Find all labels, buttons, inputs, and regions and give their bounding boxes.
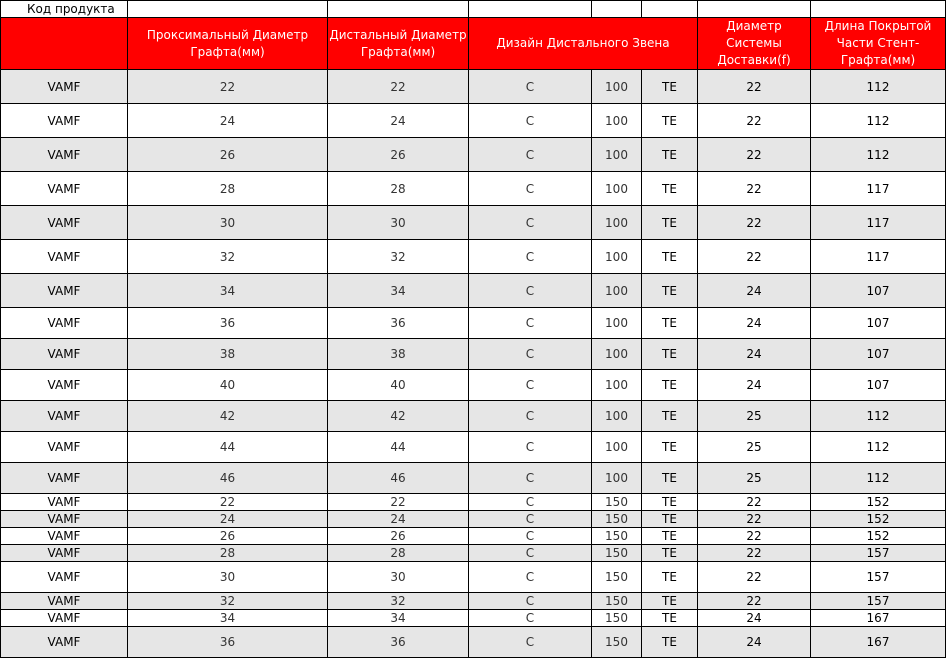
cell-dist[interactable]: 32: [328, 593, 469, 610]
cell-cover[interactable]: 117: [811, 206, 946, 240]
cell-type[interactable]: TE: [642, 511, 698, 528]
cell-type[interactable]: TE: [642, 206, 698, 240]
cell-design[interactable]: C: [469, 172, 592, 206]
table-row: [1, 274, 946, 308]
cell-cover[interactable]: 167: [811, 610, 946, 627]
cell-design[interactable]: C: [469, 463, 592, 494]
cell-dist[interactable]: 34: [328, 610, 469, 627]
cell-dist[interactable]: 22: [328, 70, 469, 104]
cell-code[interactable]: VAMF: [1, 401, 128, 432]
cell-type[interactable]: TE: [642, 463, 698, 494]
empty-cell[interactable]: [811, 1, 946, 18]
cell-len[interactable]: 100: [592, 432, 642, 463]
table-row: [1, 528, 946, 545]
cell-prox[interactable]: 24: [128, 104, 328, 138]
cell-type[interactable]: TE: [642, 308, 698, 339]
cell-type[interactable]: TE: [642, 339, 698, 370]
cell-design[interactable]: C: [469, 70, 592, 104]
cell-design[interactable]: C: [469, 240, 592, 274]
cell-code[interactable]: VAMF: [1, 593, 128, 610]
cell-design[interactable]: C: [469, 401, 592, 432]
cell-dist[interactable]: 30: [328, 562, 469, 593]
cell-design[interactable]: C: [469, 528, 592, 545]
cell-type[interactable]: TE: [642, 401, 698, 432]
table-row: [1, 562, 946, 593]
cell-cover[interactable]: 107: [811, 274, 946, 308]
cell-deliv[interactable]: 24: [698, 610, 811, 627]
table-row: [1, 70, 946, 104]
cell-type[interactable]: TE: [642, 593, 698, 610]
header-row: [1, 18, 946, 70]
cell-code[interactable]: VAMF: [1, 370, 128, 401]
cell-deliv[interactable]: 24: [698, 339, 811, 370]
cell-dist[interactable]: 36: [328, 627, 469, 658]
cell-code[interactable]: VAMF: [1, 172, 128, 206]
cell-design[interactable]: C: [469, 206, 592, 240]
cell-dist[interactable]: 24: [328, 104, 469, 138]
cell-len[interactable]: 150: [592, 627, 642, 658]
cell-deliv[interactable]: 25: [698, 432, 811, 463]
cell-deliv[interactable]: 22: [698, 240, 811, 274]
cell-len[interactable]: 100: [592, 70, 642, 104]
cell-type[interactable]: TE: [642, 138, 698, 172]
cell-deliv[interactable]: 24: [698, 308, 811, 339]
cell-dist[interactable]: 22: [328, 494, 469, 511]
cell-code[interactable]: VAMF: [1, 138, 128, 172]
cell-cover[interactable]: 157: [811, 562, 946, 593]
cell-len[interactable]: 150: [592, 511, 642, 528]
cell-prox[interactable]: 28: [128, 545, 328, 562]
cell-cover[interactable]: 112: [811, 432, 946, 463]
cell-design[interactable]: C: [469, 545, 592, 562]
cell-code[interactable]: VAMF: [1, 274, 128, 308]
cell-cover[interactable]: 107: [811, 308, 946, 339]
cell-len[interactable]: 150: [592, 528, 642, 545]
cell-dist[interactable]: 28: [328, 545, 469, 562]
cell-code[interactable]: VAMF: [1, 432, 128, 463]
cell-cover[interactable]: 152: [811, 511, 946, 528]
table-row: [1, 627, 946, 658]
header-distal-diameter[interactable]: Дистальный Диаметр Графта(мм): [328, 18, 469, 70]
cell-dist[interactable]: 32: [328, 240, 469, 274]
table-row: [1, 463, 946, 494]
cell-prox[interactable]: 30: [128, 206, 328, 240]
table-row: [1, 610, 946, 627]
cell-design[interactable]: C: [469, 610, 592, 627]
cell-prox[interactable]: 44: [128, 432, 328, 463]
table-row: [1, 104, 946, 138]
cell-cover[interactable]: 112: [811, 70, 946, 104]
cell-cover[interactable]: 167: [811, 627, 946, 658]
cell-len[interactable]: 100: [592, 463, 642, 494]
cell-code[interactable]: VAMF: [1, 463, 128, 494]
cell-code[interactable]: VAMF: [1, 528, 128, 545]
empty-cell[interactable]: [642, 1, 698, 18]
cell-deliv[interactable]: 22: [698, 593, 811, 610]
cell-prox[interactable]: 40: [128, 370, 328, 401]
cell-type[interactable]: TE: [642, 172, 698, 206]
cell-deliv[interactable]: 22: [698, 172, 811, 206]
cell-design[interactable]: C: [469, 370, 592, 401]
cell-design[interactable]: C: [469, 138, 592, 172]
cell-cover[interactable]: 117: [811, 172, 946, 206]
cell-design[interactable]: C: [469, 432, 592, 463]
cell-prox[interactable]: 32: [128, 593, 328, 610]
cell-len[interactable]: 150: [592, 494, 642, 511]
cell-deliv[interactable]: 24: [698, 370, 811, 401]
cell-code[interactable]: VAMF: [1, 240, 128, 274]
cell-design[interactable]: C: [469, 274, 592, 308]
cell-type[interactable]: TE: [642, 240, 698, 274]
cell-code[interactable]: VAMF: [1, 610, 128, 627]
cell-prox[interactable]: 36: [128, 627, 328, 658]
cell-type[interactable]: TE: [642, 610, 698, 627]
cell-len[interactable]: 100: [592, 172, 642, 206]
table-row: [1, 308, 946, 339]
cell-deliv[interactable]: 22: [698, 562, 811, 593]
cell-len[interactable]: 100: [592, 104, 642, 138]
cell-dist[interactable]: 34: [328, 274, 469, 308]
cell-prox[interactable]: 26: [128, 528, 328, 545]
cell-len[interactable]: 150: [592, 610, 642, 627]
empty-cell[interactable]: [469, 1, 592, 18]
cell-design[interactable]: C: [469, 627, 592, 658]
cell-design[interactable]: C: [469, 339, 592, 370]
cell-cover[interactable]: 157: [811, 593, 946, 610]
cell-deliv[interactable]: 22: [698, 511, 811, 528]
cell-len[interactable]: 100: [592, 370, 642, 401]
cell-cover[interactable]: 112: [811, 138, 946, 172]
cell-dist[interactable]: 36: [328, 308, 469, 339]
cell-cover[interactable]: 152: [811, 494, 946, 511]
cell-cover[interactable]: 112: [811, 401, 946, 432]
cell-dist[interactable]: 42: [328, 401, 469, 432]
cell-code[interactable]: VAMF: [1, 545, 128, 562]
cell-deliv[interactable]: 22: [698, 528, 811, 545]
cell-code[interactable]: VAMF: [1, 494, 128, 511]
cell-prox[interactable]: 42: [128, 401, 328, 432]
cell-type[interactable]: TE: [642, 432, 698, 463]
cell-prox[interactable]: 34: [128, 610, 328, 627]
cell-dist[interactable]: 26: [328, 138, 469, 172]
cell-type[interactable]: TE: [642, 545, 698, 562]
header-coverage-length[interactable]: Длина Покрытой Части Стент-Графта(мм): [811, 18, 946, 70]
cell-len[interactable]: 100: [592, 401, 642, 432]
cell-len[interactable]: 100: [592, 308, 642, 339]
cell-dist[interactable]: 24: [328, 511, 469, 528]
cell-type[interactable]: TE: [642, 562, 698, 593]
cell-design[interactable]: C: [469, 562, 592, 593]
cell-deliv[interactable]: 25: [698, 463, 811, 494]
cell-type[interactable]: TE: [642, 370, 698, 401]
header-delivery-diameter[interactable]: Диаметр Системы Доставки(f): [698, 18, 811, 70]
cell-len[interactable]: 150: [592, 562, 642, 593]
cell-dist[interactable]: 28: [328, 172, 469, 206]
table-row: [1, 172, 946, 206]
cell-type[interactable]: TE: [642, 528, 698, 545]
cell-dist[interactable]: 26: [328, 528, 469, 545]
cell-len[interactable]: 100: [592, 240, 642, 274]
cell-deliv[interactable]: 22: [698, 70, 811, 104]
cell-prox[interactable]: 28: [128, 172, 328, 206]
cell-deliv[interactable]: 22: [698, 104, 811, 138]
product-code-label[interactable]: Код продукта: [1, 1, 128, 18]
cell-dist[interactable]: 44: [328, 432, 469, 463]
cell-deliv[interactable]: 22: [698, 138, 811, 172]
cell-cover[interactable]: 157: [811, 545, 946, 562]
table-row: [1, 401, 946, 432]
top-label-row: [1, 1, 946, 18]
table-row: [1, 206, 946, 240]
cell-cover[interactable]: 117: [811, 240, 946, 274]
cell-code[interactable]: VAMF: [1, 70, 128, 104]
header-proximal-diameter[interactable]: Проксимальный Диаметр Графта(мм): [128, 18, 328, 70]
cell-design[interactable]: C: [469, 308, 592, 339]
cell-deliv[interactable]: 25: [698, 401, 811, 432]
empty-cell[interactable]: [592, 1, 642, 18]
table-row: [1, 511, 946, 528]
cell-design[interactable]: C: [469, 511, 592, 528]
cell-deliv[interactable]: 24: [698, 274, 811, 308]
table-row: [1, 545, 946, 562]
empty-cell[interactable]: [128, 1, 328, 18]
cell-code[interactable]: VAMF: [1, 339, 128, 370]
table-row: [1, 339, 946, 370]
cell-dist[interactable]: 30: [328, 206, 469, 240]
header-empty-cell[interactable]: [1, 18, 128, 70]
table-row: [1, 432, 946, 463]
table-row: [1, 593, 946, 610]
empty-cell[interactable]: [328, 1, 469, 18]
cell-len[interactable]: 100: [592, 339, 642, 370]
cell-prox[interactable]: 30: [128, 562, 328, 593]
cell-deliv[interactable]: 22: [698, 545, 811, 562]
cell-design[interactable]: C: [469, 104, 592, 138]
cell-design[interactable]: C: [469, 494, 592, 511]
cell-design[interactable]: C: [469, 593, 592, 610]
cell-prox[interactable]: 22: [128, 494, 328, 511]
cell-code[interactable]: VAMF: [1, 206, 128, 240]
table-row: [1, 494, 946, 511]
cell-type[interactable]: TE: [642, 70, 698, 104]
cell-type[interactable]: TE: [642, 627, 698, 658]
cell-type[interactable]: TE: [642, 104, 698, 138]
empty-cell[interactable]: [698, 1, 811, 18]
cell-cover[interactable]: 112: [811, 104, 946, 138]
cell-dist[interactable]: 38: [328, 339, 469, 370]
cell-prox[interactable]: 22: [128, 70, 328, 104]
cell-code[interactable]: VAMF: [1, 511, 128, 528]
cell-len[interactable]: 100: [592, 206, 642, 240]
cell-dist[interactable]: 40: [328, 370, 469, 401]
cell-cover[interactable]: 112: [811, 463, 946, 494]
cell-prox[interactable]: 38: [128, 339, 328, 370]
cell-type[interactable]: TE: [642, 494, 698, 511]
cell-type[interactable]: TE: [642, 274, 698, 308]
cell-cover[interactable]: 107: [811, 339, 946, 370]
cell-deliv[interactable]: 22: [698, 206, 811, 240]
header-distal-design[interactable]: Дизайн Дистального Звена: [469, 18, 698, 70]
table-row: [1, 240, 946, 274]
cell-prox[interactable]: 46: [128, 463, 328, 494]
cell-code[interactable]: VAMF: [1, 627, 128, 658]
cell-dist[interactable]: 46: [328, 463, 469, 494]
table-row: [1, 138, 946, 172]
cell-code[interactable]: VAMF: [1, 562, 128, 593]
cell-code[interactable]: VAMF: [1, 308, 128, 339]
cell-cover[interactable]: 107: [811, 370, 946, 401]
cell-prox[interactable]: 24: [128, 511, 328, 528]
cell-prox[interactable]: 26: [128, 138, 328, 172]
cell-code[interactable]: VAMF: [1, 104, 128, 138]
cell-deliv[interactable]: 24: [698, 627, 811, 658]
cell-len[interactable]: 100: [592, 274, 642, 308]
cell-len[interactable]: 150: [592, 545, 642, 562]
cell-prox[interactable]: 32: [128, 240, 328, 274]
cell-cover[interactable]: 152: [811, 528, 946, 545]
cell-len[interactable]: 150: [592, 593, 642, 610]
cell-len[interactable]: 100: [592, 138, 642, 172]
cell-prox[interactable]: 34: [128, 274, 328, 308]
cell-prox[interactable]: 36: [128, 308, 328, 339]
cell-deliv[interactable]: 22: [698, 494, 811, 511]
table-row: [1, 370, 946, 401]
